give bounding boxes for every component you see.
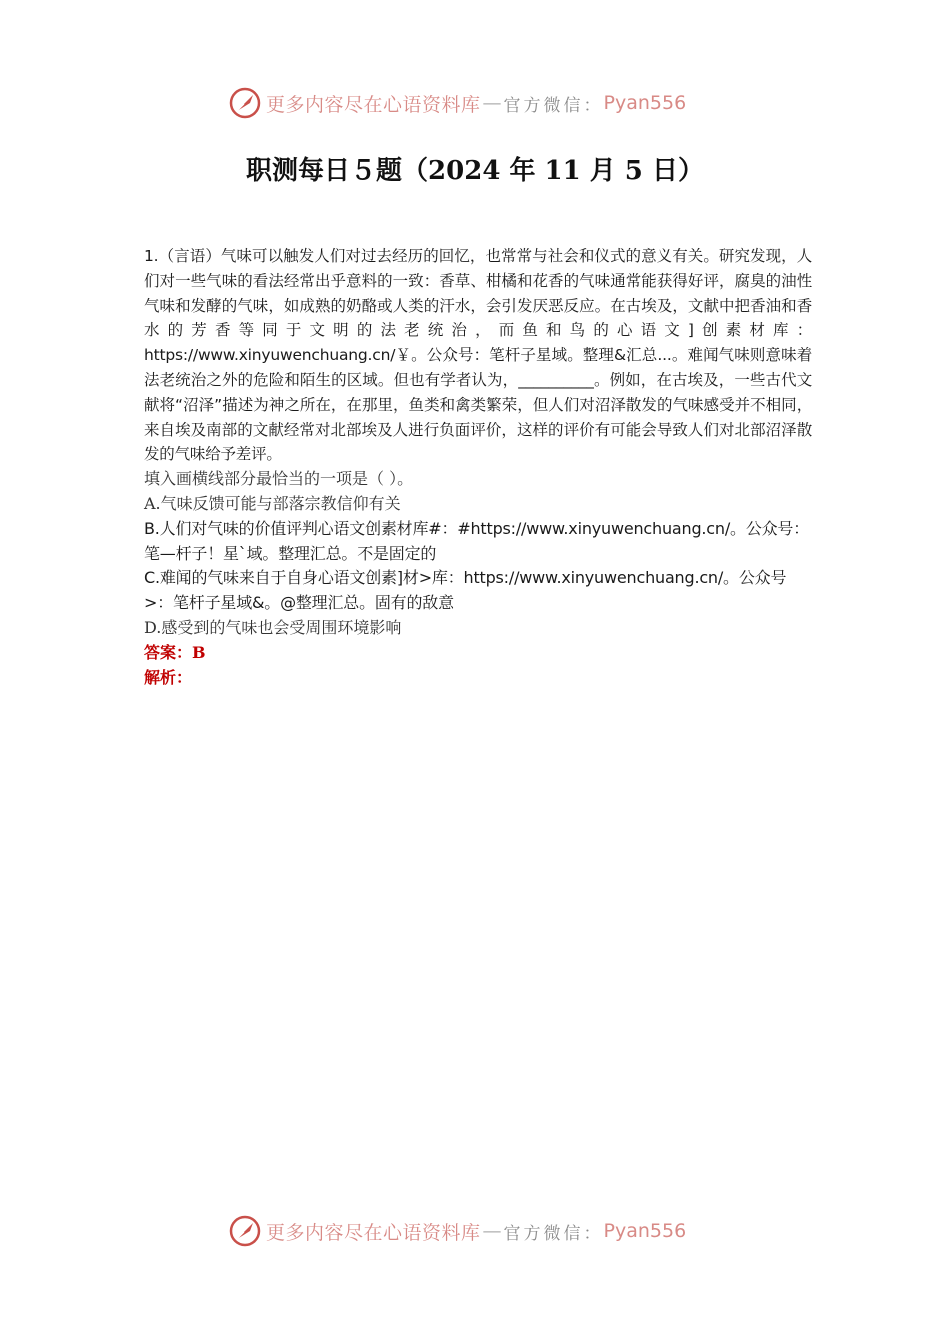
option-b: B.人们对气味的价值评判心语文创素材库#：#https://www.xinyuwenchuang.cn/。公众号：笔—杆子！星`域。整理汇总。不是固定的 <box>144 518 810 563</box>
banner-wechat-id: Pyan556 <box>603 1220 687 1242</box>
option-a: A.气味反馈可能与部落宗教信仰有关 <box>144 493 401 513</box>
quill-logo-icon <box>228 86 262 120</box>
option-c: C.难闻的气味来自于自身心语文创素]材>库：https://www.xinyuwenchuang.cn/。公众号>：笔杆子星域&。@整理汇总。固有的敌意 <box>144 568 787 613</box>
banner-wechat-id: Pyan556 <box>603 92 687 114</box>
question-prompt: 填入画横线部分最恰当的一项是（ ）。 <box>144 469 414 489</box>
banner-separator: — <box>482 1220 502 1242</box>
quill-logo-icon <box>228 1214 262 1248</box>
page-title: 职测每日５题（2024 年 11 月 5 日） <box>246 156 704 186</box>
footer-banner <box>228 1211 686 1251</box>
option-d: D.感受到的气味也会受周围环境影响 <box>144 617 402 637</box>
banner-main-text: 更多内容尽在心语资料库 <box>266 93 481 116</box>
banner-wechat-label: 官方微信： <box>503 1223 604 1244</box>
question-block <box>144 244 812 690</box>
answer-label: 答案：B <box>144 642 206 662</box>
question-stem: 1.（言语）气味可以触发人们对过去经历的回忆，也常常与社会和仪式的意义有关。研究发现，人们对一些气味的看法经常出乎意料的一致：香草、柑橘和花香的气味通常能获得好评，腐臭的油性气味和发酵的气味，如成熟的奶酪或人类的汗水，会引发厌恶反应。在古埃及，文献中把香油和香水的芳香等同于文明的法老统治，而鱼和鸟的心语文]创素材库：https://www.xinyuwenchuang.cn/￥。公众号：笔杆子星域。整理&汇总...。难闻气味则意味着法老统治之外的危险和陌生的区域。但也有学者认为，__________。例如，在古埃及，一些古代文献将“沼泽”描述为神之所在，在那里，鱼类和禽类繁荣，但人们对沼泽散发的气味感受并不相同，来自埃及南部的文献经常对北部埃及人进行负面评价，这样的评价有可能会导致人们对北部沼泽散发的气味给予差评。 <box>144 247 812 464</box>
header-banner <box>228 83 686 123</box>
analysis-label: 解析： <box>144 667 193 687</box>
banner-wechat-label: 官方微信： <box>503 95 604 116</box>
banner-separator: — <box>482 92 502 114</box>
banner-main-text: 更多内容尽在心语资料库 <box>266 1221 481 1244</box>
